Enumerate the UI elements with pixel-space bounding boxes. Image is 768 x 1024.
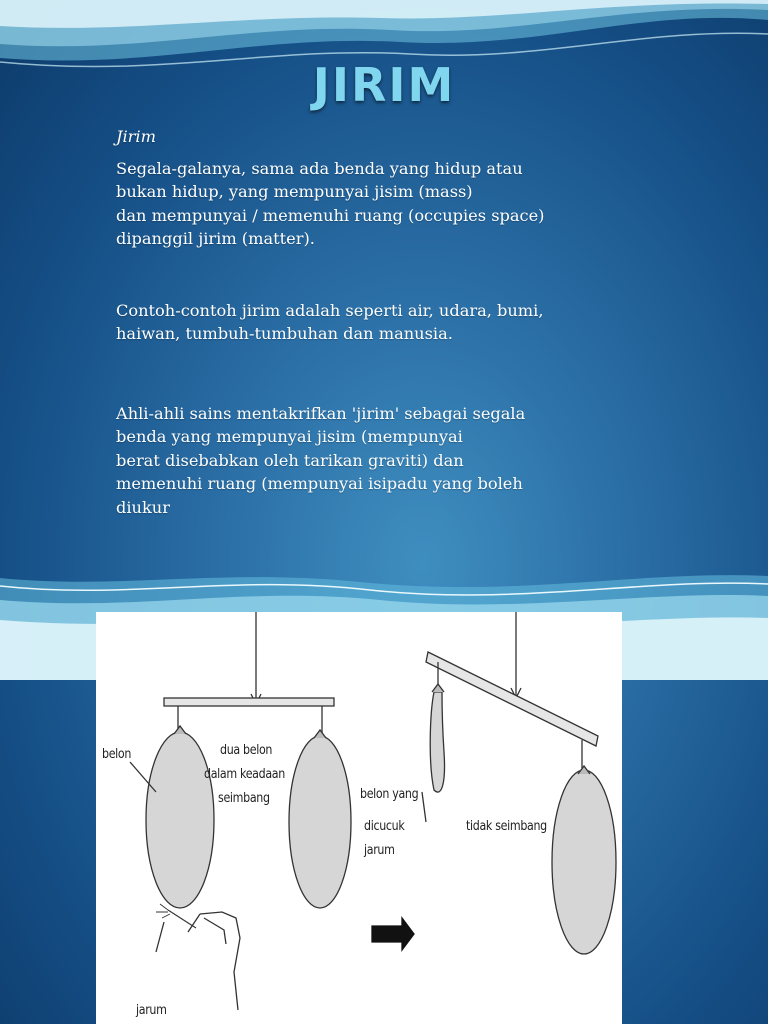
paragraph-line: Contoh-contoh jirim adalah seperti air, udara, bumi,	[116, 300, 544, 320]
paragraph-line: dan mempunyai / memenuhi ruang (occupies space)	[116, 205, 545, 225]
label-belon-yang: belon yang	[360, 786, 419, 802]
balloon-balance-figure	[96, 612, 622, 1024]
paragraph-line: bukan hidup, yang mempunyai jisim (mass)	[116, 182, 473, 201]
paragraph-line: benda yang mempunyai jisim (mempunyai	[116, 427, 463, 446]
label-tidak-seimbang: tidak seimbang	[466, 818, 547, 834]
needle	[168, 910, 196, 928]
label-belon: belon	[102, 746, 132, 762]
label-dua-belon-line1: dua belon	[220, 742, 273, 758]
label-dua-belon-line2: dalam keadaan	[204, 766, 285, 782]
paragraph-line: diukur	[116, 497, 170, 517]
tilted-rod	[426, 652, 598, 746]
label-jarum-right: jarum	[364, 842, 395, 858]
slide-body	[116, 125, 716, 519]
label-jarum: jarum	[136, 1002, 167, 1018]
subheading: Jirim	[116, 127, 156, 146]
slide-title: JIRIM	[312, 58, 456, 112]
paragraph-line: Segala-galanya, sama ada benda yang hidup atau	[116, 158, 523, 178]
paragraph-line: Ahli-ahli sains mentakrifkan 'jirim' sebagai segala	[116, 403, 526, 423]
left-balloon	[146, 732, 214, 908]
arrow-right	[372, 918, 414, 950]
label-dua-belon-line3: seimbang	[218, 790, 270, 806]
heavy-balloon	[552, 770, 616, 954]
paragraph-line: haiwan, tumbuh-tumbuhan dan manusia.	[116, 324, 453, 343]
paragraph-line: berat disebabkan oleh tarikan graviti) dan	[116, 450, 464, 470]
label-dicucuk: dicucuk	[364, 818, 405, 834]
balance-rod	[164, 698, 334, 706]
paragraph-line: dipanggil jirim (matter).	[116, 229, 315, 248]
popped-balloon	[430, 692, 444, 792]
hand-outline	[188, 912, 240, 1010]
right-balloon	[289, 736, 351, 908]
paragraph-line: memenuhi ruang (mempunyai isipadu yang boleh	[116, 474, 523, 493]
